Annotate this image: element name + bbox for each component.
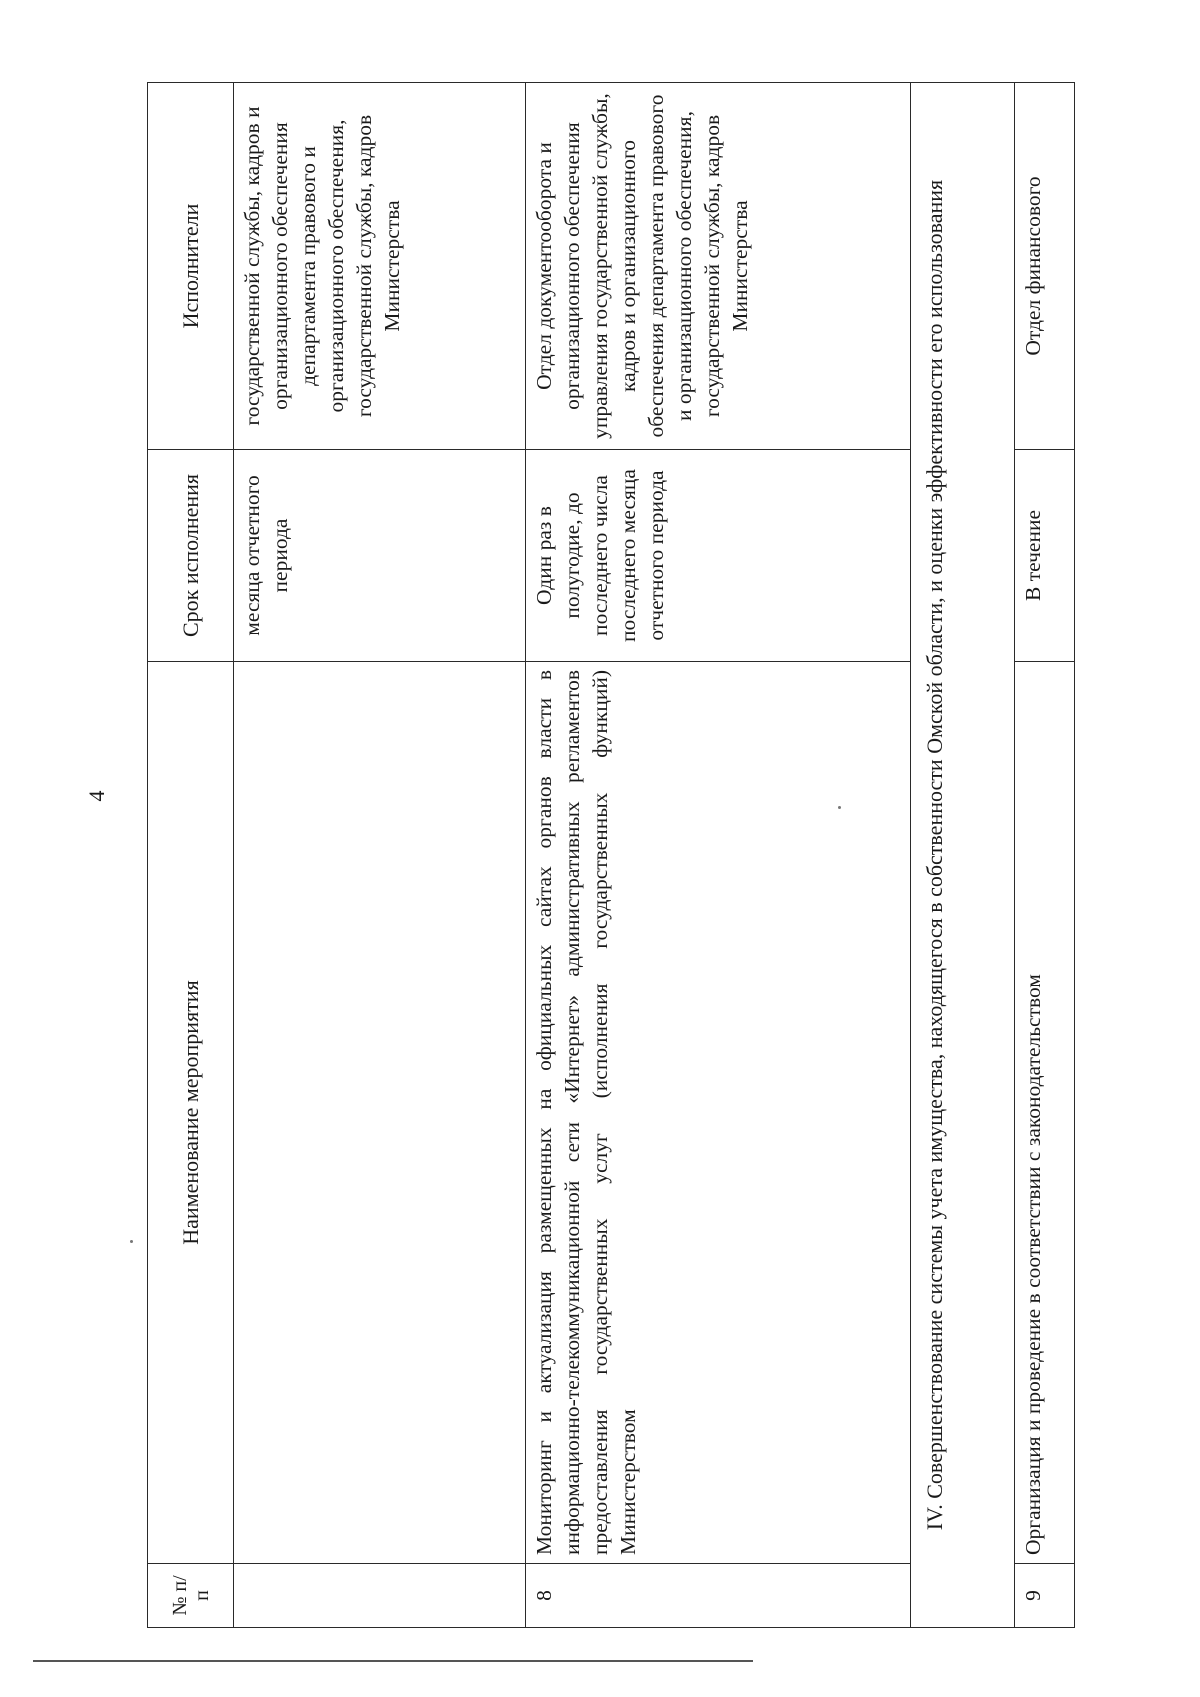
row-num — [234, 1564, 526, 1628]
page-number: 4 — [84, 790, 109, 802]
row-executors: Отдел финансового — [1015, 83, 1075, 450]
section-iv-title: IV. Совершенствование системы учета имущества, находящегося в собственности Омской области, и оценки эффективности его использования — [911, 83, 1015, 1628]
row-executors: государственной службы, кадров и организационного обеспечения департамента правового и организационного обеспечения, государственной службы, кадров Министерства — [234, 83, 526, 450]
header-executors: Исполнители — [148, 83, 234, 450]
table-header-row — [148, 83, 234, 1628]
row-name: Организация и проведение в соответствии с законодательством — [1015, 662, 1075, 1564]
row-name: Мониторинг и актуализация размещенных на официальных сайтах органов власти в информационно-телекоммуникационной сети «Интернет» административных регламентов предоставления государственных услуг (исполнения государственных функций) Министерством — [526, 662, 911, 1564]
scan-speck — [130, 1240, 133, 1243]
row-num: 8 — [526, 1564, 911, 1628]
row-name — [234, 662, 526, 1564]
table-row — [1015, 83, 1075, 1628]
table-row — [234, 83, 526, 1628]
row-num: 9 — [1015, 1564, 1075, 1628]
events-table — [147, 82, 1075, 1628]
row-term: Один раз в полугодие, до последнего числа последнего месяца отчетного периода — [526, 450, 911, 662]
header-name: Наименование мероприятия — [148, 662, 234, 1564]
row-executors: Отдел документооборота и организационного обеспечения управления государственной службы, кадров и организационного обеспечения департамента правового и организационного обеспечения, государственной службы, кадров Министерства — [526, 83, 911, 450]
table-row — [526, 83, 911, 1628]
scan-speck — [838, 806, 841, 809]
header-term: Срок исполнения — [148, 450, 234, 662]
header-num: № п/п — [148, 1564, 234, 1628]
row-term: месяца отчетного периода — [234, 450, 526, 662]
section-iv-row — [911, 83, 1015, 1628]
rotated-table-sheet — [147, 83, 1097, 1628]
bottom-rule — [33, 1660, 753, 1662]
row-term: В течение — [1015, 450, 1075, 662]
